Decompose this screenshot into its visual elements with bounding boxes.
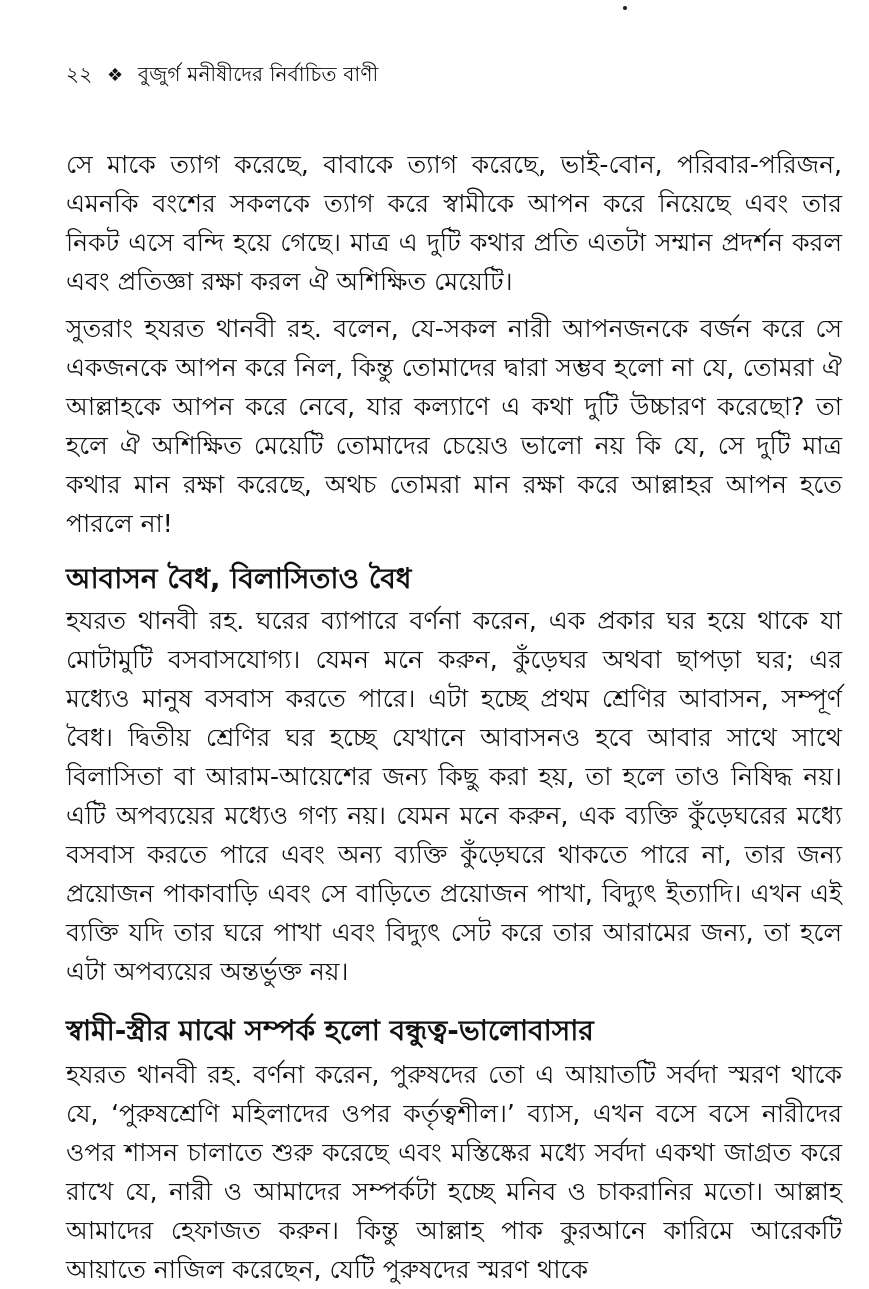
running-header (66, 60, 378, 90)
section-heading-marriage: স্বামী-স্ত্রীর মাঝে সম্পর্ক হলো বন্ধুত্ব-ভালোবাসার (66, 1014, 594, 1048)
paragraph-4: হযরত থানবী রহ. বর্ণনা করেন, পুরুষদের তো এ আয়াতটি সর্বদা স্মরণ থাকে যে, ‘পুরুষশ্রেণি মহিলাদের ওপর কর্তৃত্বশীল।’ ব্যাস, এখন বসে বসে নারীদের ওপর শাসন চালাতে শুরু করেছে এবং মস্তিষ্কের মধ্যে সর্বদা একথা জাগ্রত করে রাখে যে, নারী ও আমাদের সম্পর্কটা হচ্ছে মনিব ও চাকরানির মতো। আল্লাহ আমাদের হেফাজত করুন। কিন্তু আল্লাহ পাক কুরআনে কারিমে আরেকটি আয়াতে নাজিল করেছেন, যেটি পুরুষদের স্মরণ থাকে (66, 1060, 842, 1284)
paragraph-1: সে মাকে ত্যাগ করেছে, বাবাকে ত্যাগ করেছে, ভাই-বোন, পরিবার-পরিজন, এমনকি বংশের সকলকে ত্যাগ করে স্বামীকে আপন করে নিয়েছে এবং তার নিকট এসে বন্দি হয়ে গেছে। মাত্র এ দুটি কথার প্রতি এতটা সম্মান প্রদর্শন করল এবং প্রতিজ্ঞা রক্ষা করল ঐ অশিক্ষিত মেয়েটি। (66, 150, 842, 296)
book-title: বুজুর্গ মনীষীদের নির্বাচিত বাণী (137, 62, 379, 86)
print-speck (623, 6, 627, 10)
paragraph-3: হযরত থানবী রহ. ঘরের ব্যাপারে বর্ণনা করেন, এক প্রকার ঘর হয়ে থাকে যা মোটামুটি বসবাসযোগ্য। যেমন মনে করুন, কুঁড়েঘর অথবা ছাপড়া ঘর; এর মধ্যেও মানুষ বসবাস করতে পারে। এটা হচ্ছে প্রথম শ্রেণির আবাসন, সম্পূর্ণ বৈধ। দ্বিতীয় শ্রেণির ঘর হচ্ছে যেখানে আবাসনও হবে আবার সাথে সাথে বিলাসিতা বা আরাম-আয়েশের জন্য কিছু করা হয়, তা হলে তাও নিষিদ্ধ নয়। এটি অপব্যয়ের মধ্যেও গণ্য নয়। যেমন মনে করুন, এক ব্যক্তি কুঁড়েঘরের মধ্যে বসবাস করতে পারে এবং অন্য ব্যক্তি কুঁড়েঘরে থাকতে পারে না, তার জন্য প্রয়োজন পাকাবাড়ি এবং সে বাড়িতে প্রয়োজন পাখা, বিদ্যুৎ ইত্যাদি। এখন এই ব্যক্তি যদি তার ঘরে পাখা এবং বিদ্যুৎ সেট করে তার আরামের জন্য, তা হলে এটা অপব্যয়ের অন্তর্ভুক্ত নয়। (66, 606, 842, 986)
page-number: ২২ (66, 62, 93, 86)
paragraph-2: সুতরাং হযরত থানবী রহ. বলেন, যে-সকল নারী আপনজনকে বর্জন করে সে একজনকে আপন করে নিল, কিন্তু তোমাদের দ্বারা সম্ভব হলো না যে, তোমরা ঐ আল্লাহকে আপন করে নেবে, যার কল্যাণে এ কথা দুটি উচ্চারণ করেছো? তা হলে ঐ অশিক্ষিত মেয়েটি তোমাদের চেয়েও ভালো নয় কি যে, সে দুটি মাত্র কথার মান রক্ষা করেছে, অথচ তোমরা মান রক্ষা করে আল্লাহর আপন হতে পারলে না! (66, 314, 842, 538)
ornament-separator-icon: ❖ (106, 65, 124, 86)
section-heading-housing: আবাসন বৈধ, বিলাসিতাও বৈধ (66, 562, 412, 596)
